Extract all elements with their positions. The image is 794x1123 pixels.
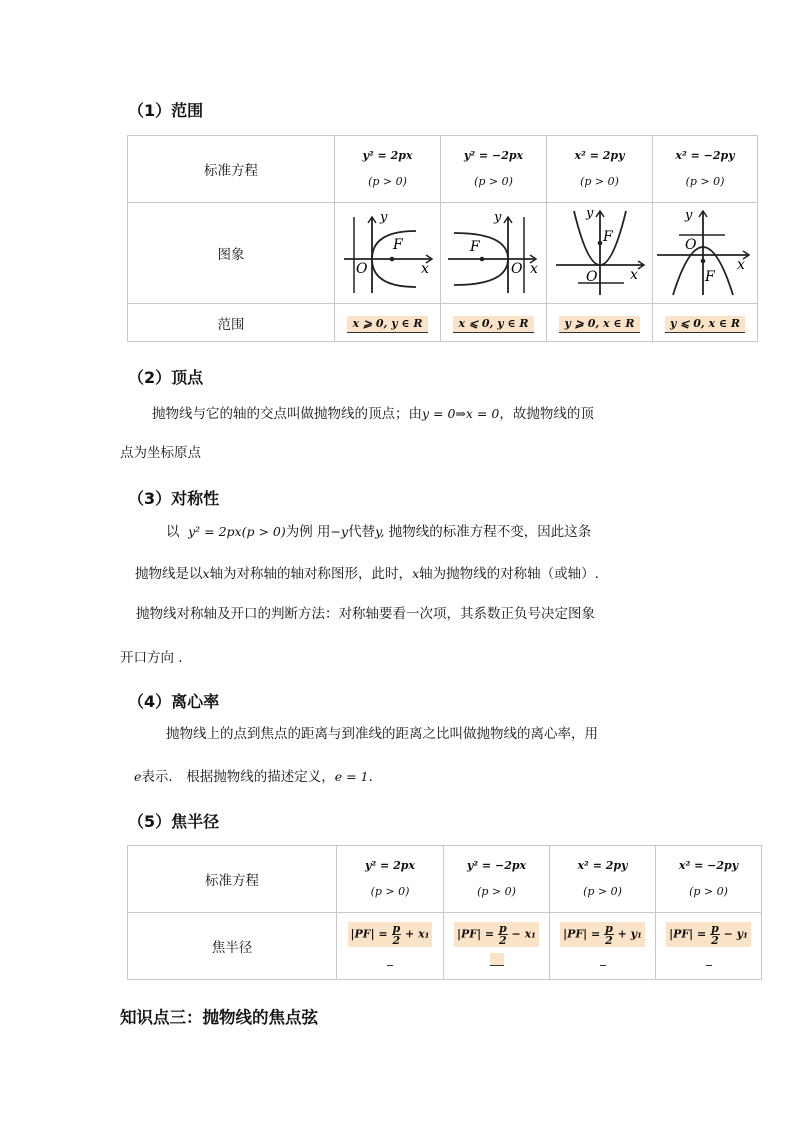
row-label-graph: 图象 [128,203,335,304]
equation-cell: x² = 2py (p > 0) [547,136,653,203]
svg-text:F: F [469,239,480,255]
focal-radius-formula: |PF| = $\frac{p}{2}$ + x₁ [348,922,433,947]
answer-blank [387,953,393,966]
knowledge-point-three-heading: 知识点三：抛物线的焦点弦 [120,1008,318,1027]
svg-text:F: F [602,229,613,245]
range-value: y ⩽ 0, x ∈ R [665,316,745,333]
row-label-standard-equation: 标准方程 [128,846,337,913]
row-label-focal-radius: 焦半径 [128,913,337,980]
svg-text:x: x [629,267,638,283]
range-table [127,135,758,342]
table-row [128,846,762,913]
section-heading-range: （1）范围 [128,101,204,120]
table-row [128,136,758,203]
answer-blank [490,953,504,966]
svg-text:y: y [585,206,593,221]
graph-cell [653,203,758,304]
symmetry-line4: 开口方向 . [120,650,183,666]
row-label-standard-equation: 标准方程 [128,136,335,203]
range-value: x ⩾ 0, y ∈ R [347,316,427,333]
equation-cell: y² = −2px (p > 0) [444,846,550,913]
section-heading-eccentricity: （4）离心率 [128,692,220,711]
row-label-range: 范围 [128,304,335,342]
focal-radius-cell [550,913,656,980]
equation-cell: x² = −2py (p > 0) [653,136,758,203]
focal-radius-cell [656,913,762,980]
svg-text:y: y [379,210,387,225]
table-row [128,203,758,304]
vertex-paragraph-line1: 抛物线与它的轴的交点叫做抛物线的顶点；由y = 0⇒x = 0，故抛物线的顶 [152,406,594,422]
svg-text:y: y [685,208,693,223]
svg-text:F: F [392,237,403,253]
section-heading-symmetry: （3）对称性 [128,489,220,508]
svg-text:x: x [420,261,429,277]
parabola-left-graph [442,203,546,299]
eccentricity-line1: 抛物线上的点到焦点的距离与到准线的距离之比叫做抛物线的离心率，用 [166,726,598,742]
svg-text:x: x [737,257,745,273]
table-row [128,304,758,342]
focal-radius-cell [337,913,444,980]
section-heading-focal-radius: （5）焦半径 [128,812,220,831]
equation-cell: x² = −2py (p > 0) [656,846,762,913]
equation-cell: y² = 2px (p > 0) [337,846,444,913]
table-row [128,913,762,980]
svg-text:O: O [355,261,367,277]
range-value: x ⩽ 0, y ∈ R [453,316,533,333]
equation-cell: x² = 2py (p > 0) [550,846,656,913]
svg-text:F: F [705,269,715,285]
range-value: y ⩾ 0, x ∈ R [559,316,639,333]
svg-text:x: x [529,261,538,277]
svg-text:O: O [585,269,597,285]
focal-radius-table [127,845,762,980]
equation-cell: y² = 2px (p > 0) [335,136,441,203]
svg-text:O: O [685,237,697,253]
focal-radius-formula: |PF| = $\frac{p}{2}$ − x₁ [454,922,539,947]
parabola-right-graph [336,203,440,299]
equation-cell: y² = −2px (p > 0) [441,136,547,203]
eccentricity-line2: e表示． 根据抛物线的描述定义，e = 1. [134,769,373,785]
symmetry-line3: 抛物线对称轴及开口的判断方法：对称轴要看一次项，其系数正负号决定图象 [136,606,595,622]
range-cell [653,304,758,342]
answer-blank [600,953,606,966]
range-cell [547,304,653,342]
range-cell [441,304,547,342]
focal-radius-cell [444,913,550,980]
vertex-paragraph-line2: 点为坐标原点 [120,445,201,461]
svg-text:O: O [510,261,522,277]
graph-cell [335,203,441,304]
section-heading-vertex: （2）顶点 [128,368,204,387]
parabola-down-graph [653,203,757,299]
parabola-up-graph [548,203,652,299]
symmetry-line1: 以 y² = 2px(p > 0)为例 用−y代替y, 抛物线的标准方程不变，因此这条 [166,524,592,540]
graph-cell [547,203,653,304]
range-cell [335,304,441,342]
svg-text:y: y [493,210,501,225]
answer-blank [706,953,712,966]
symmetry-line2: 抛物线是以x轴为对称轴的轴对称图形，此时，x轴为抛物线的对称轴（或轴）. [135,566,599,582]
graph-cell [441,203,547,304]
focal-radius-formula: |PF| = $\frac{p}{2}$ − y₁ [666,922,751,947]
focal-radius-formula: |PF| = $\frac{p}{2}$ + y₁ [560,922,645,947]
